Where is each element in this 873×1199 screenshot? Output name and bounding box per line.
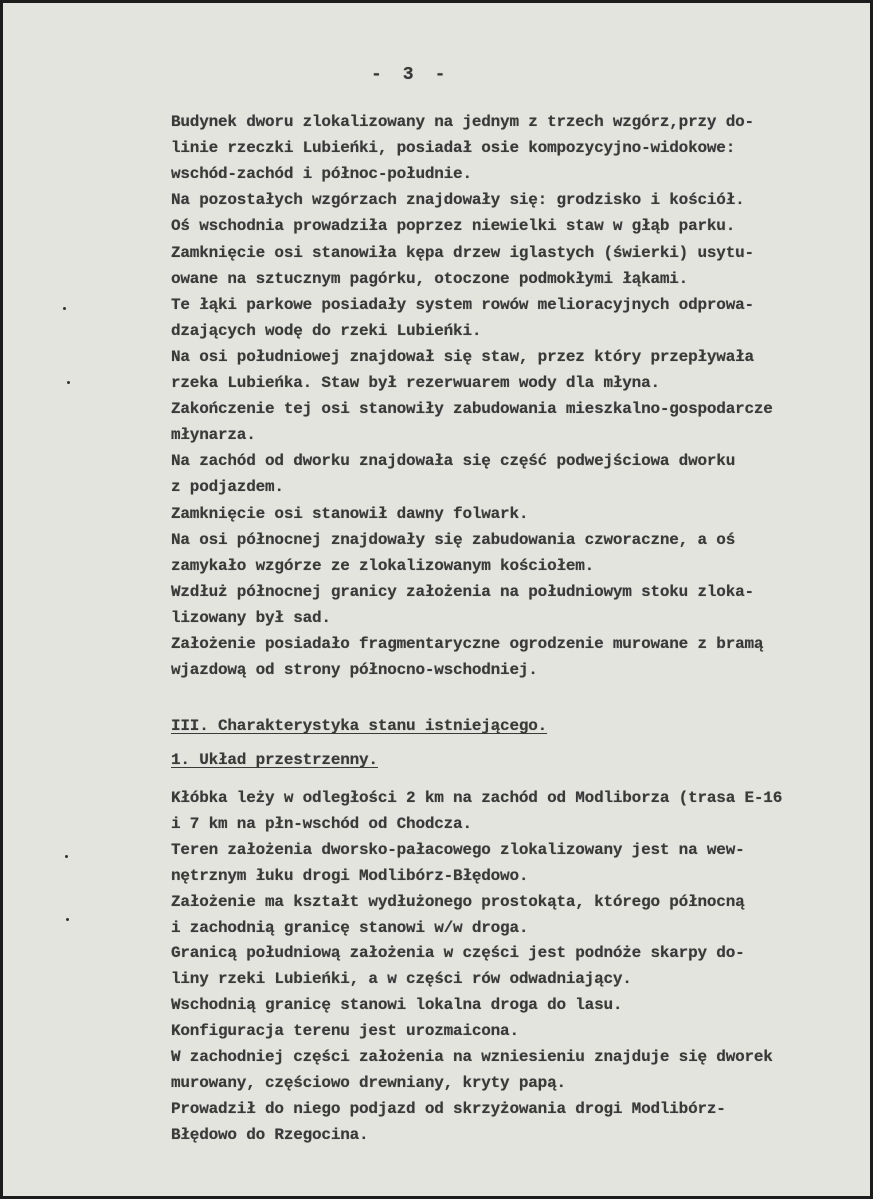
text-line: Budynek dworu zlokalizowany na jednym z trzech wzgórz,przy do- bbox=[171, 113, 754, 131]
paper-speck bbox=[66, 918, 69, 921]
section-heading: III. Charakterystyka stanu istniejącego. bbox=[171, 717, 548, 735]
paper-speck bbox=[65, 855, 68, 858]
page-number: - 3 - bbox=[371, 65, 446, 85]
text-line: Teren założenia dworsko-pałacowego zlokalizowany jest na wew- bbox=[171, 840, 745, 859]
text-line: i 7 km na płn-wschód od Chodcza. bbox=[171, 814, 472, 833]
text-line: Wschodnią granicę stanowi lokalna droga do lasu. bbox=[171, 996, 623, 1015]
text-line: Oś wschodnia prowadziła poprzez niewielki staw w głąb parku. bbox=[171, 217, 736, 236]
text-line: lizowany był sad. bbox=[171, 608, 331, 627]
paper-speck bbox=[67, 381, 70, 384]
text-line: Na osi południowej znajdował się staw, przez który przepływała bbox=[171, 347, 754, 366]
text-line: wschód-zachód i północ-południe. bbox=[171, 165, 472, 184]
text-line: Wzdłuż północnej granicy założenia na południowym stoku zloka- bbox=[171, 582, 754, 601]
text-line: liny rzeki Lubieńki, a w części rów odwadniający. bbox=[171, 970, 632, 989]
paper-speck bbox=[63, 307, 66, 310]
text-line: rzeka Lubieńka. Staw był rezerwuarem wody dla młyna. bbox=[171, 374, 660, 392]
text-line: linie rzeczki Lubieńki, posiadał osie kompozycyjno-widokowe: bbox=[171, 139, 736, 158]
text-line: Granicą południową założenia w części jest podnóże skarpy do- bbox=[171, 944, 745, 963]
text-line: murowany, częściowo drewniany, kryty papą. bbox=[171, 1073, 566, 1092]
text-line: Zamknięcie osi stanowił dawny folwark. bbox=[171, 504, 529, 523]
text-line: Te łąki parkowe posiadały system rowów melioracyjnych odprowa- bbox=[171, 295, 754, 314]
text-line: Konfiguracja terenu jest urozmaicona. bbox=[171, 1022, 519, 1041]
text-line: z podjazdem. bbox=[171, 478, 284, 497]
text-line: owane na sztucznym pagórku, otoczone podmokłymi łąkami. bbox=[171, 269, 689, 288]
text-line: Na pozostałych wzgórzach znajdowały się: grodzisko i kościół. bbox=[171, 191, 745, 210]
text-line: Zamknięcie osi stanowiła kępa drzew iglastych (świerki) usytu- bbox=[171, 243, 754, 262]
text-line: zamykało wzgórze ze zlokalizowanym kościołem. bbox=[171, 556, 595, 575]
text-line: wjazdową od strony północno-wschodniej. bbox=[171, 661, 538, 680]
text-line: Na zachód od dworku znajdowała się część podwejściowa dworku bbox=[171, 452, 736, 471]
text-line: Założenie ma kształt wydłużonego prostokąta, którego północną bbox=[171, 892, 745, 911]
text-line: nętrznym łuku drogi Modlibórz-Błędowo. bbox=[171, 866, 529, 885]
text-line: W zachodniej części założenia na wzniesieniu znajduje się dworek bbox=[171, 1048, 773, 1066]
text-line: młynarza. bbox=[171, 426, 256, 445]
text-line: dzających wodę do rzeki Lubieńki. bbox=[171, 321, 482, 340]
text-line: Na osi północnej znajdowały się zabudowania czworaczne, a oś bbox=[171, 530, 736, 549]
text-line: i zachodnią granicę stanowi w/w droga. bbox=[171, 918, 529, 937]
text-line: Kłóbka leży w odległości 2 km na zachód od Modliborza (trasa E-16 bbox=[171, 789, 783, 807]
subsection-heading: 1. Układ przestrzenny. bbox=[171, 751, 378, 769]
text-line: Zakończenie tej osi stanowiły zabudowania mieszkalno-gospodarcze bbox=[171, 400, 773, 419]
text-line: Błędowo do Rzegocina. bbox=[171, 1125, 369, 1144]
text-line: Założenie posiadało fragmentaryczne ogrodzenie murowane z bramą bbox=[171, 635, 764, 653]
text-line: Prowadził do niego podjazd od skrzyżowania drogi Modlibórz- bbox=[171, 1099, 726, 1118]
